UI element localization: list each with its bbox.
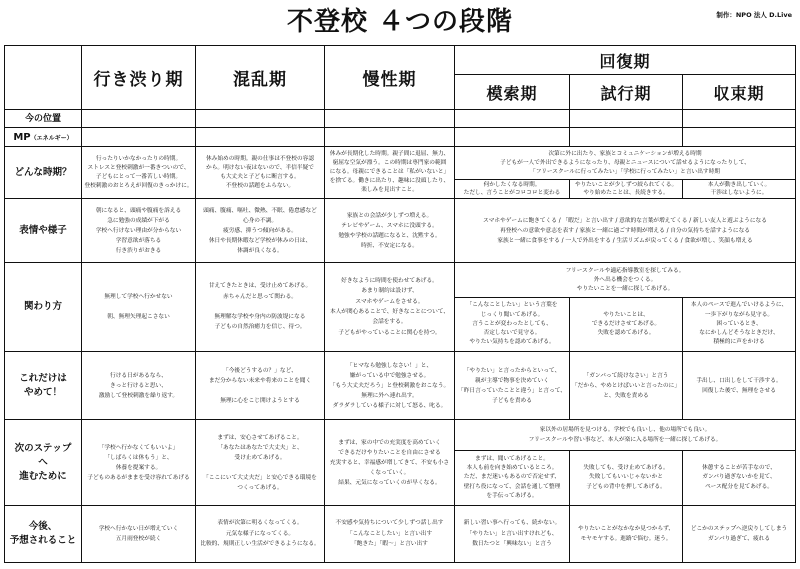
cell-next-recovery-c [683,451,796,506]
mp-sub-label: （エネルギー） [30,135,73,142]
cell-dont-recovery-c [683,352,796,420]
cell-text: 「学校へ行かなくてもいいよ」 「しばらくは休もう」と、 休養を提案する。 子どものあるがままを受け容れてあげる [87,444,190,481]
cell-text: 本人が動き出していく。 干渉はしないように。 [707,181,771,196]
cell-text: 新しい習い事へ行っても、続かない。 「やりたい」と言い出すけれども、 数日たつと「興味ない」と言う [463,520,561,548]
cell-text: スマホやゲームに飽きてくる / 「暇だ」と言い出す / 意欲的な言葉が増えてくる / 新しい友人と遊ぶようになる 再登校への意欲や意志を表す / 家族と一緒に過ごす時間が増える / 自分の気持ちを話すようになる 家族と一緒に食事をする / 一人で外出をする / 生活リズムが戻ってくる / 食欲が増し、笑顔も増える [483,217,767,244]
cell-next-recovery-a [455,451,570,506]
credit-text: 制作：NPO 法人 D.Live [716,11,792,19]
cell-future-stage2 [196,506,325,563]
cell-mp-recovery-c [683,128,796,147]
page-title: 不登校 ４つの段階 [286,7,514,37]
cell-appearance-stage1 [82,199,196,263]
cell-text: まずは、家の中での充実度を高めていく できるだけやりたいことを自由にさせる 充実すると、幸福感が増してきて、不安も小さ くなっていく。 結果、元気になっていくのが早くなる。 [329,439,450,486]
cell-future-stage3 [325,506,455,563]
header-label: 慢性期 [362,70,417,90]
cell-mp-stage3 [325,128,455,147]
row-label-appearance [4,199,82,263]
header-recovery-b [570,75,683,110]
cell-next-stage3 [325,420,455,506]
header-label: 回復期 [599,51,651,71]
cell-future-recovery-b [570,506,683,563]
cell-text: 「ガンバって続けなさい」と言う 「だから、やめとけばいいと言ったのに」 と、失敗を責める [571,372,681,399]
header-label: 混乱期 [233,70,287,90]
header-label: 収束期 [713,83,765,103]
cell-text: 休憩することが苦手なので、 ガンバり過ぎないかを見て、 ペース配分を見てあげる。 [702,465,776,490]
row-label-text: どんな時期？ [14,166,72,178]
cell-mp-stage2 [196,128,325,147]
cell-text: やりたいことがなかなか見つからず、 モヤモヤする。進路で悩む。迷う。 [577,525,675,542]
cell-period-recovery-c [683,180,796,199]
cell-approach-stage2 [196,263,325,352]
cell-text: 学校へ行かない日が増えていく 五月雨登校が続く [98,525,179,542]
cell-next-stage2 [196,420,325,506]
cell-text: 朝になると、頭痛や腹痛を訴える 急に勉強の成績が下がる 学校へ行けない理由が分からない 学習意欲が落ちる 行き渋りがおきる [95,207,182,254]
cell-period-recovery-b [570,180,683,199]
cell-text: 行ける日があるなら、 きっと行けると思い、 激励して登校刺激を繰り返す。 [98,372,179,399]
cell-text: まずは、安心させてあげること。 「あなたはあなたで大丈夫」と、 受け止めてあげる。 「ここにいて大丈夫だ」と安心できる環境を つくってあげる。 [203,434,317,491]
cell-text: 甘えてきたときは、受け止めてあげる。 赤ちゃんだと思って関わる。 無理解な学校や身内の防波堤になる 子どもの自然治癒力を信じ、待つ。 [208,283,312,331]
row-label-position [4,110,82,128]
cell-approach-recovery [455,263,796,298]
header-recovery-a [455,75,570,110]
header-recovery [455,45,796,75]
cell-period-recovery [455,147,796,180]
cell-text: 無理して学校へ行かせない 朝、無理矢理起こさない [104,293,173,321]
cell-position-stage2 [196,110,325,128]
cell-period-recovery-a [455,180,570,199]
cell-appearance-stage3 [325,199,455,263]
cell-text: 表情が次第に明るくなってくる。 元気な様子になってくる。 比較的、規則正しい生活ができるようになる。 [200,520,320,548]
cell-text: どこかのステップへ逆戻りしてしまう ガンバり過ぎて、疲れる [690,525,788,542]
row-label-period [4,147,82,199]
cell-future-recovery-c [683,506,796,563]
cell-position-stage3 [325,110,455,128]
header-recovery-c [683,75,796,110]
row-label-dont [4,352,82,420]
cell-approach-recovery-a [455,298,570,352]
cell-next-recovery-b [570,451,683,506]
cell-approach-stage1 [82,263,196,352]
cell-text: 頭痛、腹痛、嘔吐、微熱、不眠、倦怠感など 心身の不調。 疲労感、抑うつ傾向がある。 休日や長期休暇など学校が休みの日は、 体調が良くなる。 [203,207,317,254]
cell-text: 「ヒマなら勉強しなさい！」と、 嫌がっている中で勉強させる。 「もう大丈夫だろう」と登校刺激をおこなう。 無理に外へ連れ出す。 ダラダラしている様子に対して怒る、叱る。 [329,362,450,409]
cell-text: 本人のペースで進んでいけるように、 一歩下がりながら見守る。 困っているとき、 なにかしんどそうなときだけ、 積極的に声をかける [690,302,788,346]
cell-appearance-stage2 [196,199,325,263]
cell-position-recovery-c [683,110,796,128]
cell-text: フリースクールや適応指導教室を探してみる。 外へ出る機会をつくる。 やりたいことを一緒に探してあげる。 [565,267,685,292]
cell-period-stage1 [82,147,196,199]
cell-approach-recovery-c [683,298,796,352]
header-label: 模索期 [486,83,538,103]
cell-text: 家族との会話が少しずつ増える。 テレビやゲーム、スマホに没頭する。 勉強や学校の話題になると、沈黙する。 時折、不安定になる。 [338,212,441,249]
cell-approach-stage3 [325,263,455,352]
cell-appearance-recovery [455,199,796,263]
row-label-text: 今後、 予想されること [9,521,77,546]
row-label-text: 関わり方 [23,301,62,312]
cell-text: 「こんなことしたい」という言葉を じっくり聞いてあげる。 言うことが変わったとしても、 否定しないで見守る。 やりたい気持ちを認めてあげる。 [466,302,558,346]
row-label-text: これだけは やめて！ [19,372,67,398]
cell-dont-recovery-b [570,352,683,420]
cell-mp-recovery-a [455,128,570,147]
cell-text: 手出し、口出しをして干渉する。 回復した後で、無理をさせる [696,377,782,394]
cell-dont-stage2 [196,352,325,420]
header-stage1 [82,45,196,110]
cell-position-recovery-a [455,110,570,128]
cell-dont-stage1 [82,352,196,420]
cell-next-recovery [455,420,796,451]
row-label-approach [4,263,82,352]
cell-period-stage2 [196,147,325,199]
cell-text: 休みが長期化した時期。親子間に退屈、無力、 窮屈な空気が漂う。この時期は専門家の範囲 になる。母親にできることは「私がいないと」 を捨てる。働きに出たり、趣味に没頭したり、 楽しみを見出すこと。 [329,151,450,193]
cell-text: 不安感や気持ちについて少しずつ話し出す 「こんなことしたい」と言い出す 「飽きた」「暇～」と言い出す [335,520,444,548]
cell-next-stage1 [82,420,196,506]
header-stage2 [196,45,325,110]
header-stage3 [325,45,455,110]
mp-label: MP [13,132,31,143]
header-label: 試行期 [600,83,652,103]
cell-position-stage1 [82,110,196,128]
row-label-text: 今の位置 [24,113,61,124]
cell-text: 「今後どうするの？」など、 まだ分からない未来や将来のことを聞く 無理に心をこじ開けようとする [208,367,312,404]
cell-text: 行ったりいかなかったりの時期。 ストレスと登校刺激が一番きついので、 子どもにとって一番苦しい時期。 登校刺激のおとろえが回復のきっかけに。 [84,155,193,189]
header-label: 行き渋り期 [93,70,184,90]
row-label-future [4,506,82,563]
cell-mp-stage1 [82,128,196,147]
cell-text: まずは、聞いてあげること。 本人も前を向き始めているところ。 ただ、まだ迷いもあるので否定せず、 壁打ち役になって、会話を通して整理 を手伝ってあげる。 [463,455,561,499]
cell-text: やりたいことは、 できるだけさせてあげる。 失敗を認めてあげる。 [591,311,661,337]
cell-period-stage3 [325,147,455,199]
cell-text: 次第に外に出たり、家族とコミュニケーションが増える時期 子どもが一人で外出できるようになったり、母親とニュースについて話せるようになったりして、 「フリースクールに行ってみたい」「学校に行ってみたい」と言い出す時期 [500,150,750,175]
header-corner-cell [4,45,82,110]
cell-text: 何かしたくなる時期。 ただし、言うことがコロコロと変わる [463,181,561,196]
cell-position-recovery-b [570,110,683,128]
cell-future-recovery-a [455,506,570,563]
cell-future-stage1 [82,506,196,563]
cell-text: 好きなように時間を使わせてあげる。 あまり制約は設けず、 スマホやゲームをさせる。 本人が関心あることで、好きなことについて、 会話をする。 子どもがやっていることに関心を持つ。 [329,278,450,336]
cell-text: 家以外の居場所を見つける。学校でも良いし、他の場所でも良い。 フリースクールや習い事など、本人が楽に入る場所を一緒に探してあげる。 [528,427,722,443]
cell-text: 休み始めの時期。親の仕事は不登校の容認 から。明けない夜はないので、半信半疑で も大丈夫と子どもに断言する。 不登校の話題をふらない。 [205,155,315,189]
row-label-text: 次のステップ へ 進むために [14,442,72,482]
cell-dont-recovery-a [455,352,570,420]
row-label-mp [4,128,82,147]
cell-text: 失敗しても、受け止めてあげる。 失敗してもいいじゃないかと 子どもの背中を押してあげる。 [583,465,669,490]
cell-approach-recovery-b [570,298,683,352]
row-label-next [4,420,82,506]
cell-text: やりたいことが少しずつ絞られてくる。 やり始めたことは、長続きする。 [574,181,678,196]
cell-text: 「やりたい」と言ったからといって、 親が主導で物事を決めていく 「昨日言っていたことと違う」と言って、 子どもを責める [458,367,566,404]
row-label-text: 表情や様子 [19,224,67,236]
cell-dont-stage3 [325,352,455,420]
cell-mp-recovery-b [570,128,683,147]
row-label-text [13,129,72,145]
